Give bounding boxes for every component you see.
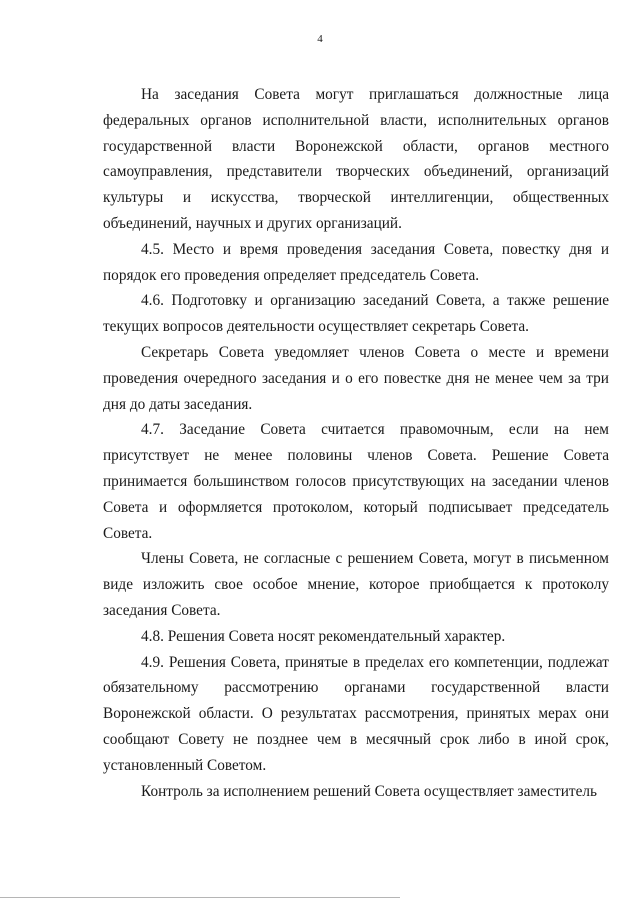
paragraph-4-7: 4.7. Заседание Совета считается правомочным, если на нем присутствует не менее половины членов Совета. Решение Совета принимается большинством голосов присутствующих на заседании членов Совета и оформляется протоколом, который подписывает председатель Совета. <box>103 421 609 542</box>
paragraph-4-9: 4.9. Решения Совета, принятые в пределах его компетенции, подлежат обязательному рассмотрению органами государственной власти Воронежской области. О результатах рассмотрения, принятых мерах они сообщают Совету не позднее чем в месячный срок либо в иной срок, установленный Советом. <box>103 653 609 774</box>
paragraph-4-8: 4.8. Решения Совета носят рекомендательный характер. <box>141 627 506 645</box>
document-body <box>103 82 609 804</box>
paragraph-control: Контроль за исполнением решений Совета осуществляет заместитель <box>141 782 597 800</box>
paragraph-4-5: 4.5. Место и время проведения заседания Совета, повестку дня и порядок его проведения определяет председатель Совета. <box>103 240 609 284</box>
paragraph-invitees: На заседания Совета могут приглашаться должностные лица федеральных органов исполнительной власти, исполнительных органов государственной власти Воронежской области, органов местного самоуправления, представители творческих объединений, организаций культуры и искусства, творческой интеллигенции, общественных объединений, научных и других организаций. <box>103 86 609 232</box>
page-bottom-rule <box>0 897 400 898</box>
paragraph-dissent: Члены Совета, не согласные с решением Совета, могут в письменном виде изложить свое особое мнение, которое приобщается к протоколу заседания Совета. <box>103 550 609 619</box>
paragraph-secretary-notice: Секретарь Совета уведомляет членов Совета о месте и времени проведения очередного заседания и о его повестке дня не менее чем за три дня до даты заседания. <box>103 343 609 413</box>
page-number: 4 <box>317 33 323 45</box>
paragraph-4-6: 4.6. Подготовку и организацию заседаний Совета, а также решение текущих вопросов деятельности осуществляет секретарь Совета. <box>103 292 609 336</box>
